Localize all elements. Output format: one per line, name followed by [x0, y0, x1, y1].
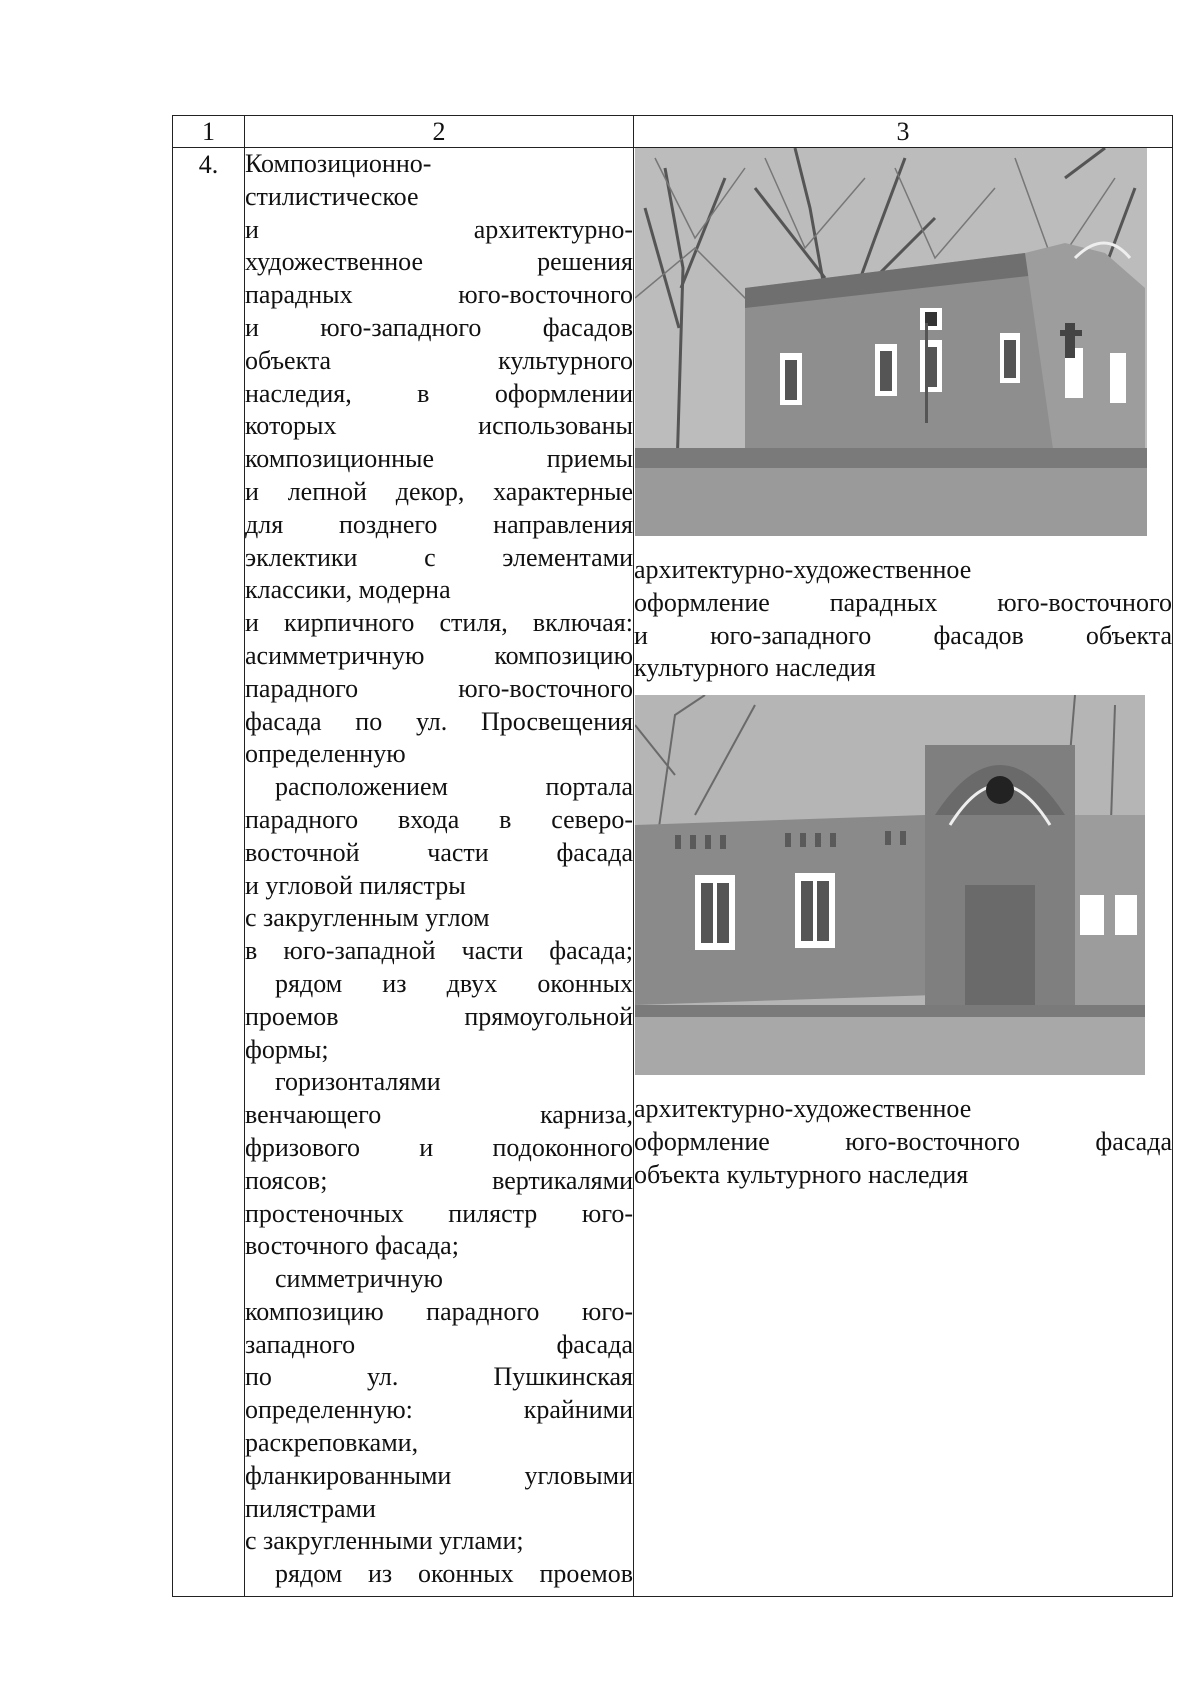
text-line: поясов; вертикалями [245, 1165, 633, 1195]
text-line: пилястрами [245, 1493, 376, 1523]
text-line: композиционные приемы [245, 444, 633, 474]
southeast-facade-photo [635, 695, 1145, 1075]
text-line: западного фасада [245, 1329, 633, 1359]
text-line: расположением портала [275, 772, 633, 802]
text-line: стилистическое [245, 181, 419, 211]
text-line: и кирпичного стиля, включая: [245, 608, 633, 638]
text-line: парадного юго-восточного [245, 673, 633, 703]
description-cell [245, 148, 634, 1597]
text-line: горизонталями [275, 1067, 441, 1097]
text-line: архитектурно-художественное [634, 555, 972, 584]
text-line: рядом из двух оконных [275, 968, 633, 998]
text-line: симметричную [275, 1264, 443, 1294]
text-line: оформление юго-восточного фасада [634, 1126, 1172, 1156]
text-line: проемов прямоугольной [245, 1001, 633, 1031]
text-line: и угловой пилястры [245, 870, 466, 900]
text-line: простеночных пилястр юго- [245, 1198, 633, 1228]
row-number: 4. [173, 148, 245, 1597]
text-line: эклектики с элементами [245, 542, 633, 572]
table-row [173, 148, 1173, 1597]
text-line: художественное решения [245, 247, 633, 277]
text-line: венчающего карниза, [245, 1100, 633, 1130]
text-line: формы; [245, 1034, 329, 1064]
text-line: восточной части фасада [245, 837, 633, 867]
text-line: парадных юго-восточного [245, 280, 633, 310]
heritage-table [172, 115, 1173, 1597]
column-header-1: 1 [173, 116, 245, 148]
text-line: оформление парадных юго-восточного [634, 587, 1172, 617]
text-line: и архитектурно- [245, 214, 633, 244]
text-line: и юго-западного фасадов [245, 312, 633, 342]
text-line: с закругленными углами; [245, 1526, 524, 1556]
text-line: Композиционно- [245, 149, 432, 178]
text-line: композицию парадного юго- [245, 1296, 633, 1326]
text-line: и лепной декор, характерные [245, 476, 633, 506]
text-line: раскреповками, [245, 1428, 419, 1458]
text-line: рядом из оконных проемов [275, 1559, 633, 1589]
text-line: объекта культурного наследия [634, 1159, 969, 1189]
text-line: которых использованы [245, 411, 633, 441]
text-line: восточного фасада; [245, 1231, 459, 1261]
text-line: для позднего направления [245, 509, 633, 539]
text-line: парадного входа в северо- [245, 804, 633, 834]
text-line: определенную: крайними [245, 1395, 633, 1425]
text-line: классики, модерна [245, 575, 451, 605]
column-header-3: 3 [634, 116, 1173, 148]
text-line: фризового и подоконного [245, 1132, 633, 1162]
text-line: фасада по ул. Просвещения [245, 706, 633, 736]
text-line: в юго-западной части фасада; [245, 936, 633, 966]
column-header-2: 2 [245, 116, 634, 148]
text-line: по ул. Пушкинская [245, 1362, 633, 1392]
text-line: объекта культурного [245, 345, 633, 375]
text-line: фланкированными угловыми [245, 1460, 633, 1490]
text-line: определенную [245, 739, 406, 769]
text-line: с закругленным углом [245, 903, 490, 933]
photos-cell [634, 148, 1173, 1597]
photo-caption-1 [634, 554, 1172, 685]
text-line: асимметричную композицию [245, 640, 633, 670]
text-line: и юго-западного фасадов объекта [634, 620, 1172, 650]
text-line: архитектурно-художественное [634, 1094, 972, 1124]
header-row [173, 116, 1173, 148]
photo-caption-2 [634, 1093, 1172, 1191]
text-line: наследия, в оформлении [245, 378, 633, 408]
southeast-southwest-facade-photo [635, 148, 1147, 536]
text-line: культурного наследия [634, 653, 876, 683]
